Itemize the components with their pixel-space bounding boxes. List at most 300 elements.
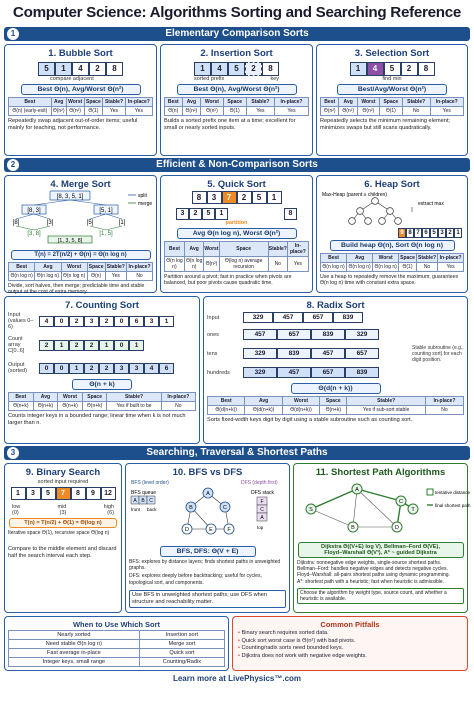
binary-search-card bbox=[4, 463, 122, 613]
description: Counts integer keys in a bounded range; linear time when k is not much larger than n. bbox=[8, 413, 186, 426]
tree-node-text: [1, 5] bbox=[99, 231, 113, 237]
floyd-warshall-description: Floyd–Warshall: all-pairs shortest paths using dynamic programming. bbox=[297, 572, 450, 579]
th: Avg bbox=[245, 397, 282, 406]
td: Nearly sorted bbox=[9, 631, 140, 640]
section-label: Efficient & Non-Comparison Sorts bbox=[156, 159, 318, 170]
array-cell: 5 bbox=[228, 62, 245, 76]
array-cell: 8 bbox=[406, 228, 414, 238]
formula: Best Θ(n), Avg/Worst Θ(n²) bbox=[177, 84, 297, 95]
insertion-sort-card bbox=[160, 44, 313, 156]
pass-label: ones bbox=[207, 331, 219, 338]
section-header-2 bbox=[4, 158, 470, 172]
count-array bbox=[39, 340, 144, 351]
section-header-1 bbox=[4, 27, 470, 41]
td: Counting/Radix bbox=[139, 658, 224, 667]
array-cell: 457 bbox=[273, 312, 303, 323]
output-label: Output (sorted) bbox=[8, 362, 27, 374]
list-item: • Dijkstra does not work with negative edge weights. bbox=[238, 653, 464, 661]
note-left: sorted prefix bbox=[194, 76, 225, 82]
array-cell: 457 bbox=[243, 329, 277, 340]
note: find min bbox=[382, 76, 402, 82]
mid-index: (3) bbox=[59, 510, 67, 516]
array-cell: 4 bbox=[39, 316, 54, 327]
array-cell: 657 bbox=[311, 367, 345, 378]
td: Θ(n+k) bbox=[82, 402, 107, 411]
merge-tree-diagram bbox=[8, 191, 154, 243]
card-title: 6. Heap Sort bbox=[364, 179, 420, 190]
top-label: top bbox=[257, 525, 264, 530]
th: Avg bbox=[33, 393, 58, 402]
th: Stable? bbox=[347, 397, 425, 406]
array-cell: 3 bbox=[207, 191, 222, 204]
section-number: 2 bbox=[7, 159, 19, 171]
th: Space bbox=[88, 264, 104, 270]
table-row bbox=[9, 107, 153, 116]
description: Sorts fixed-width keys digit by digit using a stable subroutine such as counting sort. bbox=[207, 417, 413, 423]
td: Need stable Θ(n log n) bbox=[9, 640, 140, 649]
table-row bbox=[208, 406, 464, 415]
array-cell: 2 bbox=[84, 340, 99, 351]
page-title: Computer Science: Algorithms Sorting and Searching Reference bbox=[12, 4, 462, 21]
quick-sort-card bbox=[160, 175, 313, 293]
array bbox=[320, 62, 464, 76]
table-header-row bbox=[9, 393, 196, 402]
table-row bbox=[165, 107, 309, 116]
legend-final: final shortest path bbox=[435, 503, 471, 508]
array-cell: 839 bbox=[345, 367, 379, 378]
formula: Avg Θ(n log n), Worst Θ(n²) bbox=[177, 228, 297, 239]
th: In-place? bbox=[128, 264, 151, 270]
heap-node bbox=[372, 198, 379, 205]
th: Avg bbox=[184, 242, 203, 257]
dijkstra-description: Dijkstra: nonnegative edge weights, single-source shortest paths. bbox=[297, 560, 442, 566]
description: Builds a sorted prefix one item at a time; excellent for small or nearly sorted inputs. bbox=[164, 118, 296, 131]
node-label: B bbox=[189, 505, 193, 511]
th: Stable? bbox=[268, 242, 287, 257]
stack-value: F bbox=[260, 499, 264, 505]
th: Best bbox=[208, 397, 245, 406]
th: Space bbox=[82, 393, 107, 402]
back-label: back bbox=[147, 507, 157, 512]
graph-diagram bbox=[129, 479, 287, 539]
td: Θ(n²) bbox=[357, 107, 379, 116]
selection-sort-card bbox=[316, 44, 468, 156]
tree-node-text: [3] bbox=[46, 220, 54, 226]
td: Θ(1) bbox=[84, 107, 103, 116]
array-cell: 5 bbox=[430, 228, 438, 238]
array-cell: 3 bbox=[114, 363, 129, 374]
pitfalls-list bbox=[236, 630, 464, 660]
heap-node bbox=[365, 218, 372, 225]
node-label: D bbox=[395, 525, 399, 531]
array-cell: 3 bbox=[84, 316, 99, 327]
complexity-table bbox=[320, 253, 464, 272]
count-label: Count array C[0..6] bbox=[8, 336, 25, 354]
table-row bbox=[321, 263, 464, 272]
footer-link[interactable]: Learn more at LivePhysics™.com bbox=[172, 674, 302, 683]
formula: Build heap Θ(n), Sort Θ(n log n) bbox=[330, 240, 455, 251]
td: No bbox=[425, 406, 463, 415]
td: Θ(n) bbox=[87, 272, 105, 281]
dfs-label: DFS (depth first) bbox=[241, 480, 278, 486]
array-cell: 839 bbox=[277, 348, 311, 359]
radix-input bbox=[243, 312, 363, 323]
node-label: B bbox=[351, 525, 355, 531]
array-cell: 3 bbox=[26, 487, 41, 500]
array-cell: 8 bbox=[262, 62, 279, 76]
complexity-table bbox=[207, 396, 464, 415]
td: Yes bbox=[105, 272, 127, 281]
th: In-place? bbox=[287, 242, 308, 257]
section-number: 1 bbox=[7, 28, 19, 40]
heap-note: Max-Heap (parent ≥ children) bbox=[322, 192, 387, 198]
description: Repeatedly selects the minimum remaining element; minimizes swaps but still scans quadratically. bbox=[320, 118, 450, 131]
th: Best bbox=[321, 98, 339, 107]
array-cell: 2 bbox=[99, 316, 114, 327]
node-label: C bbox=[399, 499, 403, 505]
note-right: key bbox=[270, 76, 279, 82]
td: Θ(1) bbox=[399, 263, 417, 272]
queue-value: C bbox=[149, 498, 153, 504]
heap-node bbox=[379, 218, 386, 225]
td: No bbox=[161, 402, 195, 411]
th: Avg bbox=[347, 254, 373, 263]
th: Stable? bbox=[103, 98, 126, 107]
description: Compare to the middle element and discard half the search interval each step. bbox=[8, 546, 117, 560]
th: Avg bbox=[51, 98, 66, 107]
array-cell: 8 bbox=[71, 487, 86, 500]
list-item: • Counting/radix sorts need bounded keys. bbox=[238, 645, 464, 653]
complexity-table bbox=[8, 262, 153, 281]
when-table bbox=[8, 630, 225, 667]
td: Quick sort bbox=[139, 649, 224, 658]
array-cell: 3 bbox=[144, 316, 159, 327]
mid-label: mid bbox=[57, 504, 67, 510]
array-cell: 2 bbox=[446, 228, 454, 238]
path-edges bbox=[311, 489, 397, 527]
tree-node-text: [1] bbox=[118, 220, 126, 226]
pivot-cell: 7 bbox=[222, 191, 237, 204]
array-cell: 5 bbox=[384, 62, 401, 76]
table-row bbox=[9, 272, 153, 281]
input-array bbox=[39, 316, 174, 327]
array bbox=[164, 191, 309, 204]
td: Θ(n) bbox=[165, 107, 183, 116]
th: In-place? bbox=[430, 98, 463, 107]
formula: Best/Avg/Worst Θ(n²) bbox=[337, 84, 447, 95]
stack-value: A bbox=[260, 515, 264, 521]
array-cell: 457 bbox=[277, 367, 311, 378]
array-cell: 4 bbox=[72, 62, 89, 76]
description: Use a heap to repeatedly remove the maximum; guarantees Θ(n log n) time with constant extra space. bbox=[320, 274, 459, 287]
td: Θ(n+k) bbox=[9, 402, 34, 411]
node-label: F bbox=[227, 527, 231, 533]
table-header-row bbox=[321, 98, 464, 107]
td: Insertion sort bbox=[139, 631, 224, 640]
complexity-table bbox=[164, 241, 309, 272]
bellman-ford-description: Bellman–Ford: handles negative edges and detects negative cycles. bbox=[297, 566, 448, 573]
array-cell-min: 4 bbox=[367, 62, 384, 76]
array-cell: 657 bbox=[277, 329, 311, 340]
table-header-row bbox=[321, 254, 464, 263]
array-cell: 0 bbox=[114, 316, 129, 327]
array-cell: 2 bbox=[69, 316, 84, 327]
td: Θ(n²) bbox=[201, 107, 223, 116]
queue-label: BFS queue bbox=[131, 490, 157, 496]
array bbox=[8, 487, 118, 500]
td: No bbox=[268, 257, 287, 272]
td: Yes if built to be bbox=[107, 402, 161, 411]
array-cell: 329 bbox=[345, 329, 379, 340]
input-label: Input bbox=[207, 314, 220, 321]
td: Θ(d(n+k)) bbox=[208, 406, 245, 415]
formula-line: Dijkstra Θ((V+E) log V), Bellman–Ford Θ(VE), bbox=[321, 544, 440, 550]
table-header-row bbox=[165, 242, 309, 257]
td: Yes if sub-sort stable bbox=[347, 406, 425, 415]
card-title: 2. Insertion Sort bbox=[200, 48, 273, 59]
table-row bbox=[9, 640, 225, 649]
array bbox=[8, 62, 153, 76]
th: In-place? bbox=[125, 98, 152, 107]
array-cell: 1 bbox=[99, 340, 114, 351]
th: Best bbox=[321, 254, 347, 263]
dfs-description: DFS: explores deeply before backtracking; useful for cycles, topological sort, and components. bbox=[129, 573, 262, 586]
th: Stable? bbox=[402, 98, 430, 107]
radix-pass-row bbox=[243, 367, 379, 378]
th: Stable? bbox=[417, 255, 437, 261]
th: Stable? bbox=[106, 264, 125, 270]
input-label: Input (values 0–6) bbox=[8, 312, 34, 330]
array-cell: 329 bbox=[243, 312, 273, 323]
bfs-description: BFS: explores by distance layers; finds shortest paths in unweighted graphs. bbox=[129, 559, 281, 572]
td: Θ(n²) bbox=[66, 107, 84, 116]
usage-box: Use BFS in unweighted shortest paths; use DFS when structure and reachability matter. bbox=[129, 590, 286, 608]
tree-node-text: [8, 3] bbox=[27, 208, 41, 214]
td: Θ(n log n) bbox=[35, 272, 61, 281]
array-cell: 5 bbox=[38, 62, 55, 76]
td: Fast average in-place bbox=[9, 649, 140, 658]
table-row bbox=[321, 107, 464, 116]
array-cell: 2 bbox=[245, 62, 262, 76]
array-cell: 3 bbox=[438, 228, 446, 238]
tree-node-text: [5, 1] bbox=[99, 208, 113, 214]
legend-tentative: tentative distance bbox=[435, 490, 471, 495]
array-cell: 0 bbox=[54, 316, 69, 327]
td: No bbox=[416, 263, 437, 272]
complexity-table bbox=[8, 392, 196, 411]
high-label: high bbox=[103, 504, 114, 510]
td: Yes bbox=[287, 257, 308, 272]
td: No bbox=[402, 107, 430, 116]
table-header-row bbox=[165, 98, 309, 107]
output-array bbox=[39, 363, 174, 374]
td: Θ(n) (early-exit) bbox=[9, 107, 52, 116]
card-title: 5. Quick Sort bbox=[207, 179, 266, 190]
th: Avg bbox=[339, 98, 357, 107]
heap-node bbox=[357, 208, 364, 215]
array-cell: 6 bbox=[159, 363, 174, 374]
merge-sort-card bbox=[4, 175, 157, 296]
td: Yes bbox=[275, 107, 309, 116]
array-cell: 1 bbox=[55, 62, 72, 76]
formula-box bbox=[298, 542, 464, 558]
radix-sort-card bbox=[203, 296, 468, 444]
tentative-legend-swatch bbox=[427, 489, 433, 495]
bfs-dfs-card bbox=[125, 463, 290, 613]
array-cell: 2 bbox=[401, 62, 418, 76]
tree-node-text: [5] bbox=[86, 220, 94, 226]
complexity-table bbox=[164, 97, 309, 116]
th: Stable? bbox=[246, 98, 274, 107]
section-label: Elementary Comparison Sorts bbox=[165, 28, 309, 39]
radix-pass-row bbox=[243, 348, 379, 359]
array-cell: 3 bbox=[176, 208, 189, 220]
th: Best bbox=[9, 98, 52, 107]
array-cell: 2 bbox=[84, 363, 99, 374]
td: Θ(n log n) bbox=[348, 264, 371, 270]
card-title: 11. Shortest Path Algorithms bbox=[315, 467, 446, 478]
th: Worst bbox=[68, 99, 83, 105]
array-cell: 1 bbox=[194, 62, 211, 76]
array-cell: 1 bbox=[69, 363, 84, 374]
section-number: 3 bbox=[7, 447, 19, 459]
th: Worst bbox=[357, 98, 379, 107]
td: Θ(n+k) bbox=[58, 402, 83, 411]
card-title: 3. Selection Sort bbox=[354, 48, 430, 59]
node-label: S bbox=[309, 507, 313, 513]
array bbox=[164, 62, 309, 76]
shortest-path-card bbox=[293, 463, 471, 613]
td: Merge sort bbox=[139, 640, 224, 649]
side-note: Stable subroutine (e.g., counting sort) for each digit position. bbox=[412, 345, 464, 363]
formula: Θ(d(n + k)) bbox=[291, 383, 381, 394]
td: Yes bbox=[125, 107, 152, 116]
th: Best bbox=[165, 242, 185, 257]
th: Worst bbox=[373, 254, 399, 263]
array-cell: 7 bbox=[414, 228, 422, 238]
bubble-sort-card bbox=[4, 44, 157, 156]
array-cell: 1 bbox=[267, 191, 282, 204]
stack-label: DFS stack bbox=[251, 490, 275, 496]
array-cell: 5 bbox=[202, 208, 215, 220]
queue-value: A bbox=[133, 498, 137, 504]
complexity-table bbox=[8, 97, 153, 116]
td: Θ(n log n) bbox=[322, 264, 345, 270]
th: Best bbox=[165, 98, 183, 107]
tree-node-text: [1, 3, 5, 8] bbox=[57, 238, 83, 244]
th: In-place? bbox=[425, 397, 463, 406]
shortest-path-graph bbox=[297, 479, 471, 535]
table-row bbox=[9, 658, 225, 667]
array-cell: 8 bbox=[284, 208, 297, 220]
list-item: • Binary search requires sorted data. bbox=[238, 630, 464, 638]
td: Θ(n²) bbox=[339, 107, 357, 116]
array-cell: 657 bbox=[303, 312, 333, 323]
th: Worst bbox=[201, 98, 223, 107]
td: Yes bbox=[438, 263, 464, 272]
th: Space bbox=[223, 98, 246, 107]
heap-node bbox=[395, 218, 402, 225]
formula: T(n) = 2T(n/2) + Θ(n) = Θ(n log n) bbox=[11, 250, 151, 260]
card-title: 8. Radix Sort bbox=[306, 300, 365, 311]
array-cell: 839 bbox=[311, 329, 345, 340]
tree-node-text: [8] bbox=[12, 220, 20, 226]
pass-label: tens bbox=[207, 350, 218, 357]
array-cell: 2 bbox=[189, 208, 202, 220]
card-title: 7. Counting Sort bbox=[65, 300, 139, 311]
formula: Best Θ(n), Avg/Worst Θ(n²) bbox=[21, 84, 141, 95]
td: Θ(n log n) bbox=[374, 264, 397, 270]
table-row bbox=[9, 402, 196, 411]
array-cell: 1 bbox=[11, 487, 26, 500]
complexity-table bbox=[320, 97, 464, 116]
array-cell: 8 bbox=[106, 62, 123, 76]
legend-split: split bbox=[138, 193, 147, 199]
th: Worst bbox=[61, 263, 87, 272]
table-header-row bbox=[9, 263, 153, 272]
heap-node bbox=[349, 218, 356, 225]
node-label: D bbox=[185, 527, 189, 533]
array-cell: 0 bbox=[54, 363, 69, 374]
queue-value: B bbox=[141, 498, 145, 504]
formula-line: Floyd–Warshall Θ(V³), A* ~ guided Dijkstra bbox=[324, 550, 437, 556]
high-index: (6) bbox=[107, 510, 114, 516]
extract-label: extract max bbox=[418, 201, 444, 207]
td: Θ(d(n+k)) bbox=[245, 406, 282, 415]
bfs-label: BFS (level order) bbox=[131, 480, 169, 486]
array-cell: 6 bbox=[129, 316, 144, 327]
array-cell: 1 bbox=[159, 316, 174, 327]
array-cell: 1 bbox=[350, 62, 367, 76]
description: Divide, sort halves, then merge; predictable time and stable output at the cost of extra memory. bbox=[8, 283, 145, 296]
description: Repeatedly swap adjacent out-of-order items; useful mainly for teaching, not performance. bbox=[8, 118, 138, 131]
td: Θ(1) bbox=[223, 107, 246, 116]
array-cell: 9 bbox=[86, 487, 101, 500]
th: Space bbox=[86, 99, 101, 105]
th: Best bbox=[9, 263, 35, 272]
array-cell: 1 bbox=[215, 208, 228, 220]
th: Avg bbox=[182, 98, 201, 107]
array-cell: 8 bbox=[418, 62, 435, 76]
array-cell: 8 bbox=[192, 191, 207, 204]
note: compare adjacent bbox=[50, 76, 94, 82]
table-row bbox=[9, 649, 225, 658]
td: Yes bbox=[430, 107, 463, 116]
node-label: E bbox=[209, 527, 213, 533]
node-label: A bbox=[355, 487, 359, 493]
td: Θ(n log n) bbox=[185, 258, 203, 270]
partition-label: partition bbox=[225, 220, 248, 226]
stack-value: C bbox=[260, 507, 264, 513]
card-title: 10. BFS vs DFS bbox=[172, 467, 243, 478]
td: Yes bbox=[103, 107, 126, 116]
array-cell: 2 bbox=[99, 363, 114, 374]
description: Partition around a pivot; fast in practice when pivots are balanced, but poor pivots cause quadratic time. bbox=[164, 274, 292, 287]
card-title: 9. Binary Search bbox=[25, 467, 101, 478]
th: Worst bbox=[58, 393, 83, 402]
radix-pass-row bbox=[243, 329, 379, 340]
pitfalls-card bbox=[232, 616, 468, 671]
section-header-3 bbox=[4, 446, 470, 460]
td: Θ(n log n) bbox=[61, 272, 87, 281]
formula: BFS, DFS: Θ(V + E) bbox=[160, 546, 256, 557]
td: Θ(n²) bbox=[204, 257, 219, 272]
array-cell: 1 bbox=[54, 340, 69, 351]
array-cell: 2 bbox=[237, 191, 252, 204]
card-title: 4. Merge Sort bbox=[50, 179, 111, 190]
td: No bbox=[127, 272, 153, 281]
th: Best bbox=[9, 393, 34, 402]
